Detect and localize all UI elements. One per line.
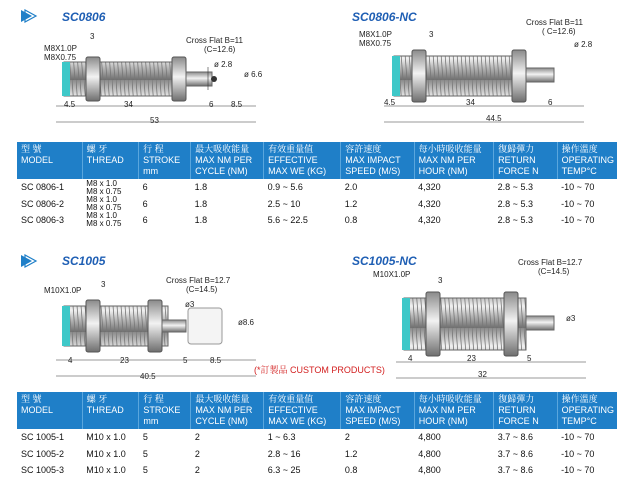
cell-force: 2.8 ~ 5.3 (497, 214, 533, 225)
cell-model: SC 0806-1 (21, 182, 65, 192)
cell-force: 2.8 ~ 5.3 (497, 182, 533, 192)
header-max-nm: 最大吸收能量 MAX NM PER CYCLE (NM) (191, 142, 264, 179)
thread-note: M8X1.0P M8X0.75 (44, 44, 77, 62)
cell-max-nm: 1.8 (194, 214, 208, 225)
cell-temp: -10 ~ 70 (561, 432, 595, 442)
header-max-nm: 最大吸收能量 MAX NM PER CYCLE (NM) (191, 392, 264, 429)
cell-max-nm: 1.8 (194, 198, 208, 209)
thread-note: M10X1.0P (373, 270, 411, 279)
cell-hour: 4,320 (418, 182, 441, 192)
dim-d1: 4.5 (64, 100, 76, 109)
shock-absorber-nc-drawing (396, 288, 586, 383)
cell-temp: -10 ~ 70 (561, 198, 595, 209)
section-variant-title: SC1005-NC (352, 254, 417, 268)
dim-total: 32 (478, 370, 487, 379)
cell-stroke: 6 (142, 182, 148, 192)
cross-flat-note: Cross Flat B=11 (C=12.6) (186, 36, 243, 54)
cell-speed: 2 (344, 432, 350, 442)
dim-d1: 4 (68, 356, 73, 365)
cell-model: SC 1005-3 (21, 464, 65, 475)
header-effective: 有效重量值 EFFECTIVE MAX WE (KG) (264, 142, 341, 179)
header-temp: 操作溫度 OPERATING TEMP°C (561, 394, 614, 426)
table-header-row (17, 142, 617, 179)
custom-products-note: (*訂製品 CUSTOM PRODUCTS) (254, 365, 385, 375)
cell-thread: M8 x 1.0 M8 x 0.75 (86, 211, 122, 228)
dim-total: 44.5 (486, 114, 502, 123)
dim-d2: 23 (467, 354, 476, 363)
dim-body-dia: ø8.6 (238, 318, 255, 327)
cell-stroke: 5 (142, 432, 148, 442)
header-hour: 每小時吸收能量 MAX NM PER HOUR (NM) (414, 142, 494, 179)
table-row (17, 446, 617, 462)
shock-absorber-nc-drawing (384, 40, 584, 130)
dim-d2: 34 (466, 98, 475, 107)
dim-nut: 3 (429, 30, 434, 39)
table-row (17, 212, 617, 228)
table-row (17, 429, 617, 446)
dim-nut: 3 (90, 32, 95, 41)
cell-hour: 4,800 (418, 448, 441, 459)
dim-d2: 34 (124, 100, 133, 109)
dim-rod: ø 2.8 (214, 60, 233, 69)
play-triangle-icon (20, 9, 38, 23)
cell-effective: 2.5 ~ 10 (267, 198, 301, 209)
cell-model: SC 0806-2 (21, 198, 65, 209)
cell-force: 3.7 ~ 8.6 (497, 464, 533, 475)
cell-model: SC 0806-3 (21, 214, 65, 225)
cell-hour: 4,800 (418, 464, 441, 475)
header-thread: 螺 牙 THREAD (82, 392, 139, 429)
cell-stroke: 5 (142, 448, 148, 459)
header-thread: 螺 牙 THREAD (82, 142, 138, 179)
cell-stroke: 6 (142, 214, 148, 225)
header-force: 復歸彈力 RETURN FORCE N (494, 392, 557, 429)
dim-d2: 23 (120, 356, 129, 365)
cross-flat-note: Cross Flat B=12.7 (C=14.5) (518, 258, 583, 276)
header-speed: 容許速度 MAX IMPACT SPEED (M/S) (341, 142, 414, 179)
dim-d1: 4 (408, 354, 413, 363)
header-effective: 有效重量值 EFFECTIVE MAX WE (KG) (264, 392, 341, 429)
cross-flat-note: Cross Flat B=12.7 (C=14.5) (166, 276, 231, 294)
cell-stroke: 5 (142, 464, 148, 475)
cell-temp: -10 ~ 70 (561, 182, 595, 192)
cell-force: 3.7 ~ 8.6 (497, 448, 533, 459)
table-row (17, 462, 617, 478)
cell-effective: 2.8 ~ 16 (267, 448, 301, 459)
header-stroke: 行 程 STROKE mm (139, 392, 191, 429)
section-title: SC1005 (62, 254, 106, 268)
cell-effective: 6.3 ~ 25 (267, 464, 301, 475)
dim-nut: 3 (101, 280, 106, 289)
dim-d1: 4.5 (384, 98, 396, 107)
cell-max-nm: 2 (194, 432, 200, 442)
section-variant-title: SC0806-NC (352, 10, 417, 24)
cross-flat-note: Cross Flat B=11 ( C=12.6) (526, 18, 583, 36)
dim-nut: 3 (438, 276, 443, 285)
cell-max-nm: 2 (194, 464, 200, 475)
cell-thread: M10 x 1.0 (86, 432, 126, 442)
cell-effective: 0.9 ~ 5.6 (267, 182, 303, 192)
cell-temp: -10 ~ 70 (561, 214, 595, 225)
header-model: 型 號 MODEL (17, 142, 82, 179)
cell-max-nm: 2 (194, 448, 200, 459)
header-stroke: 行 程 STROKE mm (139, 142, 191, 179)
spec-table (17, 392, 617, 478)
dim-d4: 8.5 (231, 100, 243, 109)
cell-speed: 0.8 (344, 464, 358, 475)
dim-rod: ø3 (566, 314, 576, 323)
thread-note: M8X1.0P M8X0.75 (359, 30, 392, 48)
thread-note: M10X1.0P (44, 286, 82, 295)
cell-speed: 1.2 (344, 448, 358, 459)
header-model: 型 號 MODEL (17, 392, 82, 429)
cell-speed: 0.8 (344, 214, 358, 225)
dim-rod: ø 2.8 (574, 40, 593, 49)
dim-d3: 6 (209, 100, 214, 109)
header-temp: 操作溫度 OPERATING TEMP°C (561, 144, 614, 176)
cell-thread: M8 x 1.0 M8 x 0.75 (86, 178, 122, 196)
dim-d3: 5 (183, 356, 188, 365)
cell-thread: M10 x 1.0 (86, 464, 126, 475)
section-title: SC0806 (62, 10, 106, 24)
cell-speed: 2.0 (344, 182, 358, 192)
cell-force: 2.8 ~ 5.3 (497, 198, 533, 209)
header-speed: 容許速度 MAX IMPACT SPEED (M/S) (341, 392, 414, 429)
header-hour: 每小時吸收能量 MAX NM PER HOUR (NM) (414, 392, 493, 429)
dim-d4: 8.5 (210, 356, 222, 365)
dim-total: 40.5 (140, 372, 156, 381)
header-force: 復歸彈力 RETURN FORCE N (494, 142, 557, 179)
table-row (17, 179, 617, 196)
cell-speed: 1.2 (344, 198, 358, 209)
cell-thread: M8 x 1.0 M8 x 0.75 (86, 195, 122, 212)
dim-d3: 5 (527, 354, 532, 363)
cell-thread: M10 x 1.0 (86, 448, 126, 459)
spec-table (17, 142, 617, 228)
dim-total: 53 (150, 116, 159, 125)
dim-rod: ø3 (185, 300, 195, 309)
shock-absorber-drawing (56, 292, 256, 382)
dim-body-dia: ø 6.6 (244, 70, 263, 79)
cell-hour: 4,800 (418, 432, 441, 442)
cell-effective: 5.6 ~ 22.5 (267, 214, 308, 225)
table-header-row (17, 392, 617, 429)
cell-model: SC 1005-1 (21, 432, 65, 442)
cell-temp: -10 ~ 70 (561, 448, 595, 459)
dim-d3: 6 (548, 98, 553, 107)
table-row (17, 196, 617, 212)
play-triangle-icon (20, 254, 38, 268)
cell-model: SC 1005-2 (21, 448, 65, 459)
cell-hour: 4,320 (418, 198, 441, 209)
cell-force: 3.7 ~ 8.6 (497, 432, 533, 442)
cell-max-nm: 1.8 (194, 182, 208, 192)
cell-effective: 1 ~ 6.3 (267, 432, 296, 442)
cell-hour: 4,320 (418, 214, 441, 225)
cell-stroke: 6 (142, 198, 148, 209)
cell-temp: -10 ~ 70 (561, 464, 595, 475)
